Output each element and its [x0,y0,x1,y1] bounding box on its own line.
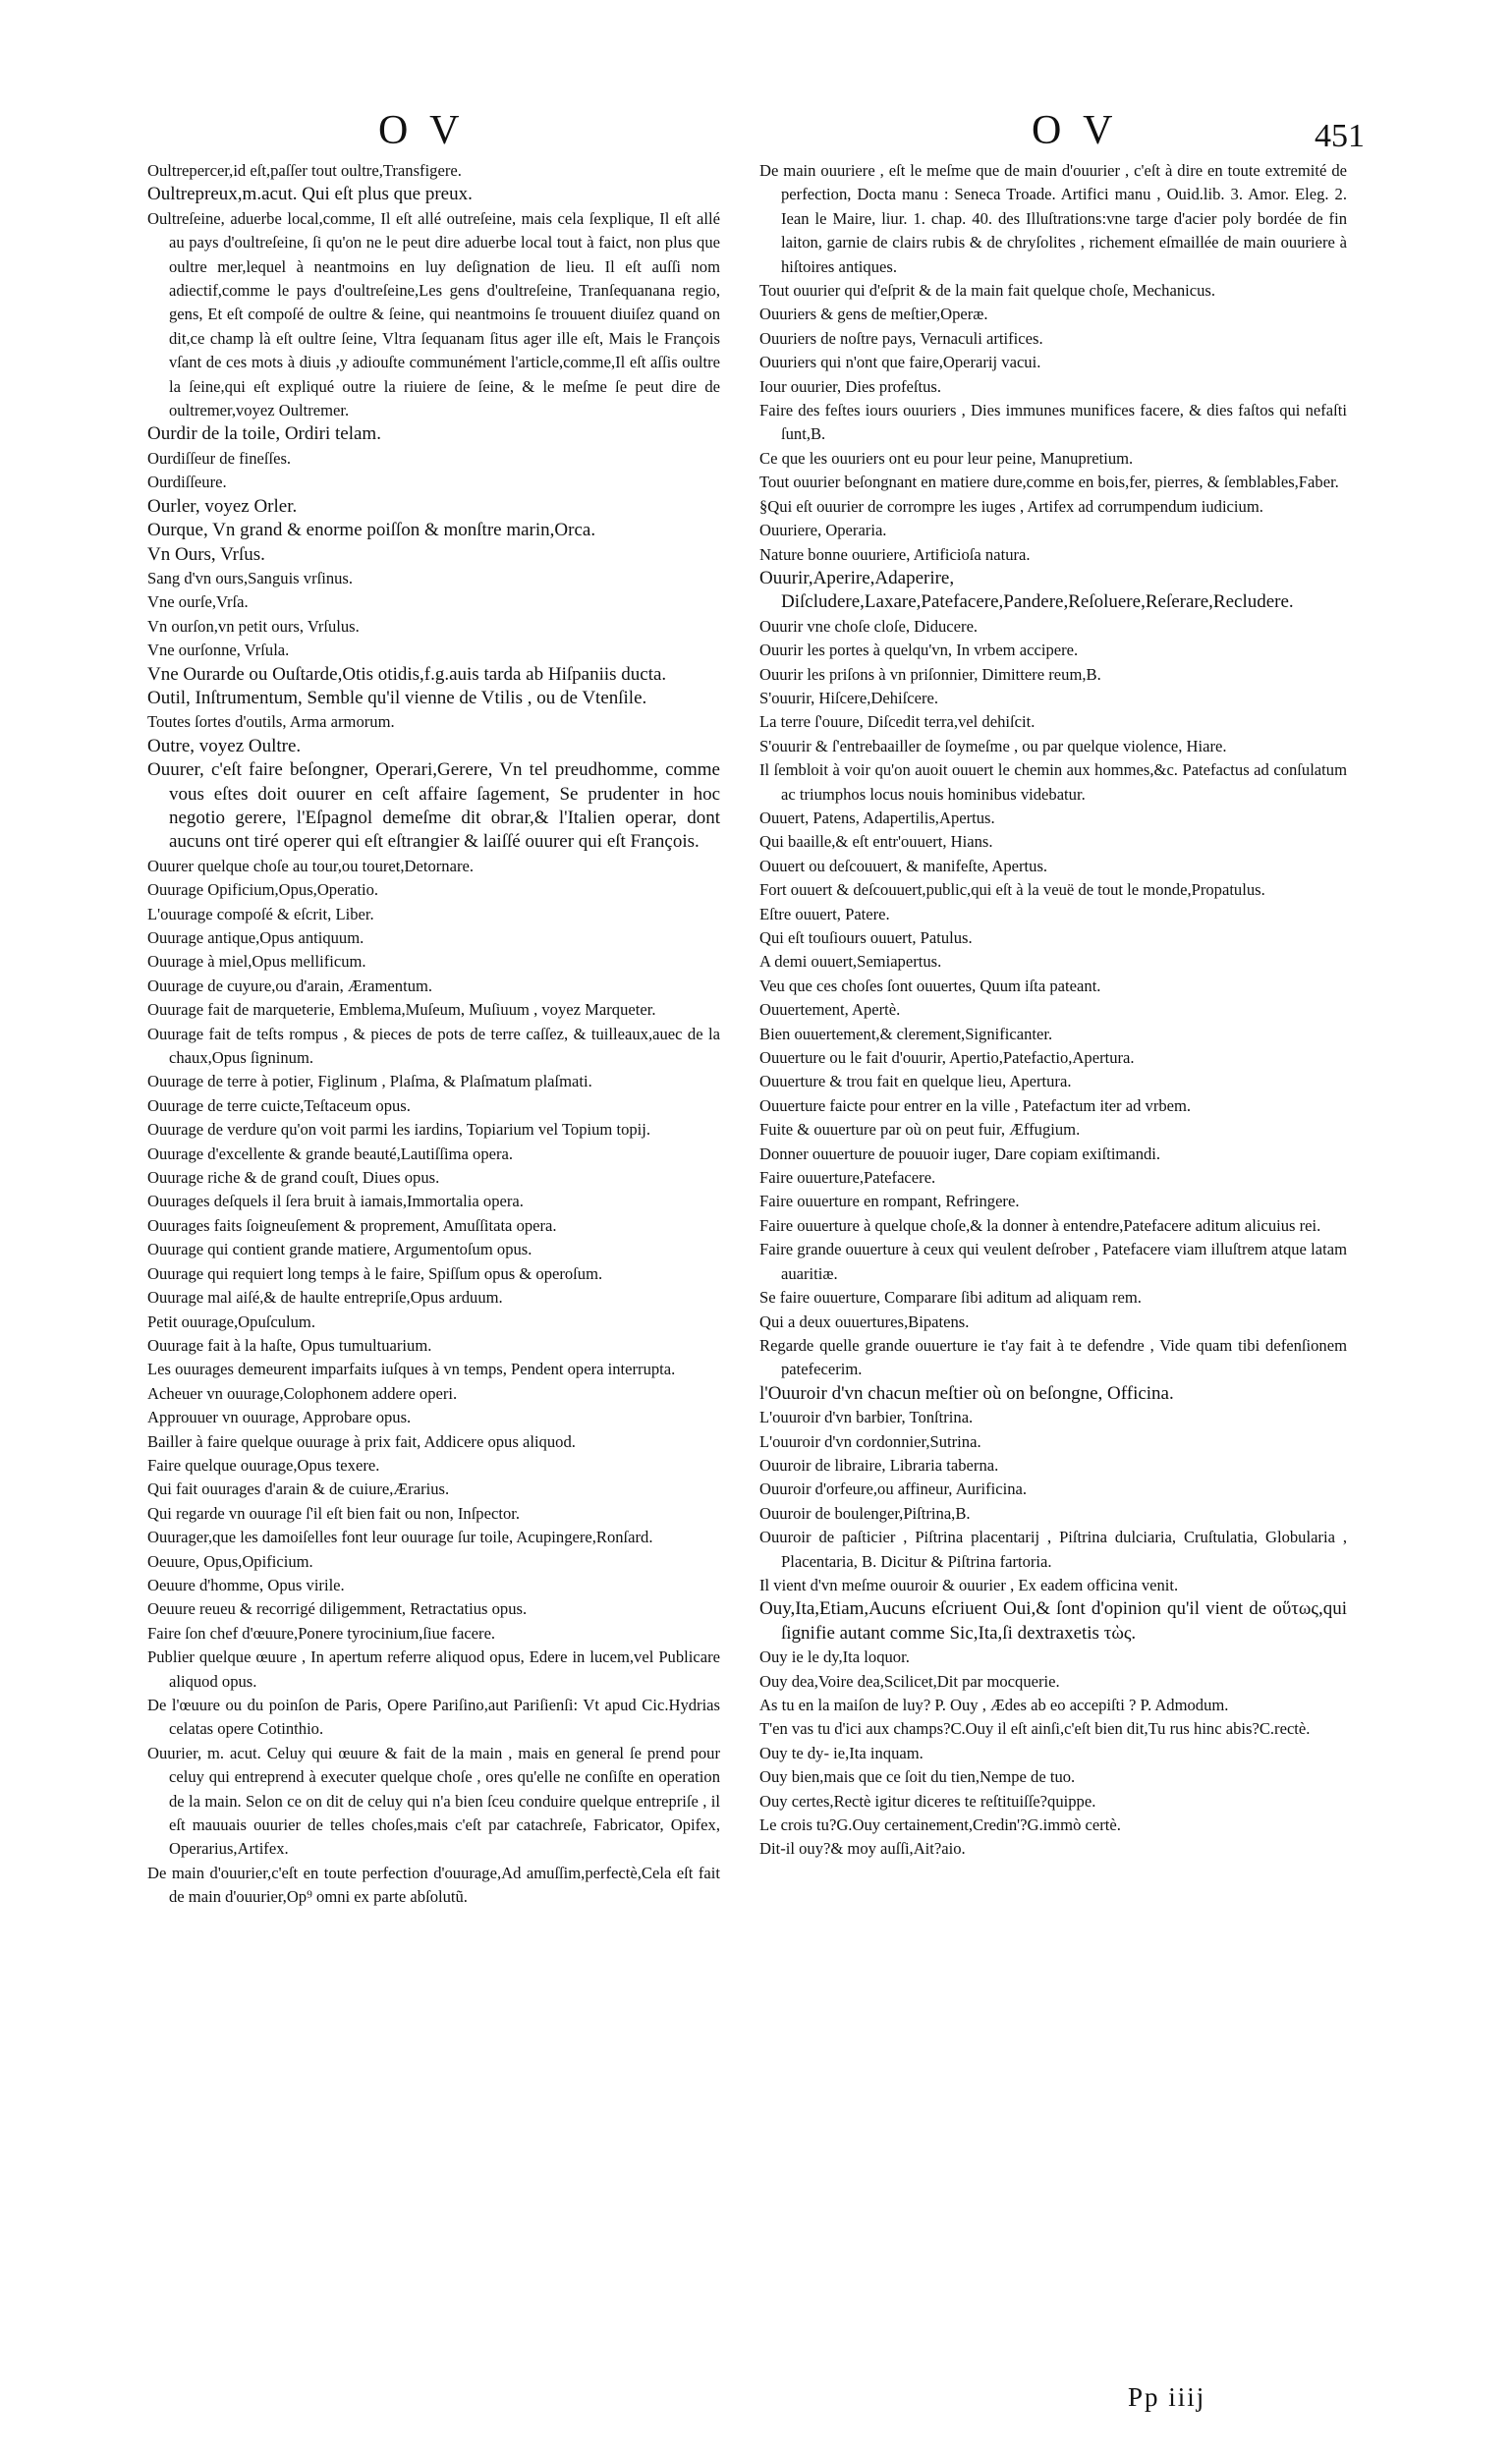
dictionary-entry: Fuite & ouuerture par où on peut fuir, Æffugium. [759,1120,1081,1140]
dictionary-entry: Ouuriers & gens de meſtier,Operæ. [759,305,988,324]
dictionary-entry: Qui baaille,& eſt entr'ouuert, Hians. [759,832,993,852]
dictionary-entry: Ouy certes,Rectè igitur diceres te reſtituiſſe?quippe. [759,1791,1096,1811]
dictionary-entry: Oultrepercer,id eſt,paſſer tout oultre,Transfigere. [147,161,462,180]
dictionary-entry: Ouurage Opificium,Opus,Operatio. [147,880,379,900]
dictionary-entry: Ouy,Ita,Etiam,Aucuns eſcriuent Oui,& ſont d'opinion qu'il vient de οὕτως,qui ſignifie autant comme Sic,Ita,ſi dextraxetis τὼς. [759,1598,1347,1644]
dictionary-entry: Donner ouuerture de pouuoir iuger, Dare copiam exiſtimandi. [759,1144,1161,1163]
dictionary-entry: Ce que les ouuriers ont eu pour leur peine, Manupretium. [759,448,1134,468]
dictionary-entry: Ouurage de cuyure,ou d'arain, Æramentum. [147,976,433,995]
dictionary-entry: Ouuert, Patens, Adapertilis,Apertus. [759,808,995,827]
dictionary-entry: Regarde quelle grande ouuerture ie t'ay fait à te defendre , Vide quam tibi defenſionem patefecerim. [759,1335,1347,1379]
dictionary-entry: Oultrepreux,m.acut. Qui eſt plus que preux. [147,184,473,205]
dictionary-entry: S'ouurir & ſ'entrebaailler de ſoymeſme , ou par quelque violence, Hiare. [759,736,1227,755]
dictionary-entry: Ouurage de terre cuicte,Teſtaceum opus. [147,1095,411,1115]
dictionary-entry: Ouuroir d'orfeure,ou affineur, Aurificina. [759,1479,1028,1499]
dictionary-entry: Ouurages deſquels il ſera bruit à iamais,Immortalia opera. [147,1192,524,1211]
dictionary-entry: Qui eſt touſiours ouuert, Patulus. [759,928,973,947]
dictionary-entry: Vn ourſon,vn petit ours, Vrſulus. [147,616,360,636]
dictionary-entry: Ourdir de la toile, Ordiri telam. [147,423,381,445]
dictionary-entry: L'ouuroir d'vn barbier, Tonſtrina. [759,1408,974,1427]
dictionary-entry: Ouuriers qui n'ont que faire,Operarij vacui. [759,353,1041,372]
dictionary-entry: Ouurage d'excellente & grande beauté,Lautiſſima opera. [147,1144,514,1163]
dictionary-entry: Ouurier, m. acut. Celuy qui œuure & fait de la main , mais en general ſe prend pour celuy qui entreprend à executer quelque choſe , ores qu'elle ne conſiſte en operation de la main. Selon ce on dit de celuy qui n'a bien ſceu conduire quelque entrepriſe , il eſt mauuais ouurier de telles choſes,mais c'eſt par catachreſe, Fabricator, Opifex, Operarius,Artifex. [147,1743,720,1859]
dictionary-entry: De main d'ouurier,c'eſt en toute perfection d'ouurage,Ad amuſſim,perfectè,Cela eſt fait de main d'ouurier,Op⁹ omni ex parte abſolutũ. [147,1863,720,1907]
dictionary-entry: Faire ſon chef d'œuure,Ponere tyrocinium,ſiue facere. [147,1623,496,1643]
dictionary-entry: Faire des feſtes iours ouuriers , Dies immunes munifices facere, & dies faſtos qui nefaſti ſunt,B. [759,401,1347,444]
dictionary-entry: Oultreſeine, aduerbe local,comme, Il eſt allé outreſeine, mais cela ſexplique, Il eſt allé au pays d'oultreſeine, ſi qu'on ne le peut dire aduerbe local tout à faict, non plus que oultre mer,lequel à neantmoins en luy deſignation de lieu. Il eſt auſſi nom adiectif,comme le pays d'oultreſeine,Les gens d'oultreſeine, Tranſequanana regio, gens, Et eſt compoſé de oultre & ſeine, qui neantmoins ſe trouuent diuiſez quand on dit,ce champ là eſt oultre ſeine, Vltra ſequanam ſitus ager ille eſt, Mais le François vſant de ces mots à diuis ,y adiouſte communément l'article,comme,Il eſt aſſis oultre la ſeine,qui eſt expliqué outre la riuiere de ſeine, & le meſme ſe peut dire de oultremer,voyez Oultremer. [147,208,720,420]
dictionary-entry: Faire ouuerture à quelque choſe,& la donner à entendre,Patefacere aditum alicuius rei. [759,1215,1321,1235]
dictionary-entry: L'ouuroir d'vn cordonnier,Sutrina. [759,1431,981,1451]
dictionary-entry: Ouuertement, Apertè. [759,1000,901,1020]
dictionary-entry: Qui a deux ouuertures,Bipatens. [759,1312,970,1331]
dictionary-entry: De main ouuriere , eſt le meſme que de main d'ouurier , c'eſt à dire en toute extremité de perfection, Docta manu : Seneca Troade. Artifici manu , Ouid.lib. 3. Amor. Eleg. 2. Iean le Maire, liur. 1. chap. 40. des Illuſtrations:vne targe d'acier poly bordée de fin laiton, garnie de clairs rubis & de chryſolites , richement eſmaillée de main ouuriere à hiſtoires antiques. [759,161,1347,276]
dictionary-entry: Il ſembloit à voir qu'on auoit ouuert le chemin aux hommes,&c. Patefactus ad conſulatum ac triumphos locus nouis hominibus videbatur. [759,760,1347,804]
dictionary-entry: Le crois tu?G.Ouy certainement,Credin'?G.immò certè. [759,1815,1121,1835]
dictionary-entry: Petit ouurage,Opuſculum. [147,1312,315,1331]
dictionary-entry: Ouurage riche & de grand couſt, Diues opus. [147,1168,440,1188]
dictionary-entry: Vne ourſe,Vrſa. [147,592,249,612]
dictionary-entry: Bien ouuertement,& clerement,Significanter. [759,1024,1053,1043]
dictionary-entry: Faire quelque ouurage,Opus texere. [147,1455,380,1475]
dictionary-entry: Ouuerture faicte pour entrer en la ville , Patefactum iter ad vrbem. [759,1095,1192,1115]
dictionary-entry: Ouy bien,mais que ce ſoit du tien,Nempe de tuo. [759,1767,1076,1787]
dictionary-entry: Ouy ie le dy,Ita loquor. [759,1647,910,1667]
dictionary-entry: Ouurage de verdure qu'on voit parmi les iardins, Topiarium vel Topium topij. [147,1120,651,1140]
dictionary-entry: S'ouurir, Hiſcere,Dehiſcere. [759,688,939,707]
dictionary-entry: Ouuert ou deſcouuert, & manifeſte, Apertus. [759,856,1048,875]
dictionary-entry: Ouy dea,Voire dea,Scilicet,Dit par mocquerie. [759,1671,1060,1691]
dictionary-entry: Ouurir les priſons à vn priſonnier, Dimittere reum,B. [759,664,1101,684]
dictionary-entry: A demi ouuert,Semiapertus. [759,952,942,972]
dictionary-entry: Fort ouuert & deſcouuert,public,qui eſt à la veuë de tout le monde,Propatulus. [759,880,1265,900]
dictionary-entry: Outre, voyez Oultre. [147,735,302,756]
dictionary-entry: Ourler, voyez Orler. [147,495,298,517]
dictionary-entry: Ouurages faits ſoigneuſement & proprement, Amuſſitata opera. [147,1215,557,1235]
dictionary-entry: Ouurir les portes à quelqu'vn, In vrbem accipere. [759,641,1079,660]
dictionary-entry: Faire ouuerture en rompant, Refringere. [759,1192,1020,1211]
dictionary-entry: Ouuriere, Operaria. [759,521,887,540]
dictionary-entry: §Qui eſt ouurier de corrompre les iuges , Artifex ad corrumpendum iudicium. [759,496,1263,516]
dictionary-entry: Tout ouurier qui d'eſprit & de la main fait quelque choſe, Mechanicus. [759,281,1216,301]
page-number: 451 [1315,118,1365,154]
dictionary-entry: Vn Ours, Vrſus. [147,543,265,565]
dictionary-entry: La terre ſ'ouure, Diſcedit terra,vel dehiſcit. [759,712,1036,732]
dictionary-entry: Ouuroir de libraire, Libraria taberna. [759,1455,999,1475]
dictionary-entry: Ouurer quelque choſe au tour,ou touret,Detornare. [147,856,475,875]
right-column [759,159,1347,1862]
dictionary-entry: Approuuer vn ouurage, Approbare opus. [147,1408,412,1427]
dictionary-entry: Faire grande ouuerture à ceux qui veulent deſrober , Patefacere viam illuſtrem atque latam auaritiæ. [759,1240,1347,1283]
dictionary-entry: As tu en la maiſon de luy? P. Ouy , Ædes ab eo accepiſti ? P. Admodum. [759,1696,1229,1714]
dictionary-entry: Eſtre ouuert, Patere. [759,904,890,923]
dictionary-entry: Iour ouurier, Dies profeſtus. [759,376,942,396]
dictionary-entry: Oeuure d'homme, Opus virile. [147,1575,345,1594]
dictionary-entry: Ouuroir de boulenger,Piſtrina,B. [759,1503,971,1523]
dictionary-entry: Veu que ces choſes ſont ouuertes, Quum iſta pateant. [759,976,1101,995]
dictionary-entry: Bailler à faire quelque ouurage à prix fait, Addicere opus aliquod. [147,1431,576,1451]
dictionary-entry: L'ouurage compoſé & eſcrit, Liber. [147,904,374,923]
dictionary-entry: Ouurir,Aperire,Adaperire, Diſcludere,Laxare,Patefacere,Pandere,Reſoluere,Reſerare,Recludere. [759,567,1294,613]
dictionary-entry: Ouuroir de paſticier , Piſtrina placentarij , Piſtrina dulciaria, Cruſtulatia, Globularia , Placentaria, B. Dicitur & Piſtrina fartoria. [759,1528,1347,1571]
dictionary-entry: Oeuure reueu & recorrigé diligemment, Retractatius opus. [147,1599,528,1619]
dictionary-entry: De l'œuure ou du poinſon de Paris, Opere Pariſino,aut Pariſienſi: Vt apud Cic.Hydrias celatas opere Cotinthio. [147,1696,720,1739]
running-head-left: O V [378,108,466,153]
dictionary-entry: Ouurer, c'eſt faire beſongner, Operari,Gerere, Vn tel preudhomme, comme vous eſtes doit ouurer en ceſt affaire ſagement, Se prudenter in hoc negotio gerere, l'Eſpagnol demeſme dit obrar,& l'Italien operar, dont aucuns ont tiré operer qui eſt eſtrangier & laiſſé ouurer qui eſt François. [147,759,720,853]
dictionary-entry: Ourdiſſeure. [147,473,227,492]
dictionary-entry: Se faire ouuerture, Comparare ſibi aditum ad aliquam rem. [759,1288,1142,1308]
signature-mark: Pp iiij [1128,2382,1206,2412]
dictionary-entry: l'Ouuroir d'vn chacun meſtier où on beſongne, Officina. [759,1382,1174,1404]
dictionary-entry: Nature bonne ouuriere, Artificioſa natura. [759,544,1031,564]
dictionary-entry: Ouurage qui requiert long temps à le faire, Spiſſum opus & operoſum. [147,1263,603,1283]
dictionary-entry: Ouurage de terre à potier, Figlinum , Plaſma, & Plaſmatum plaſmati. [147,1072,592,1091]
dictionary-entry: Acheuer vn ouurage,Colophonem addere operi. [147,1383,458,1403]
dictionary-entry: Ouurage mal aiſé,& de haulte entrepriſe,Opus arduum. [147,1288,503,1308]
dictionary-entry: Ouurage fait de teſts rompus , & pieces de pots de terre caſſez, & tuilleaux,auec de la chaux,Opus ſigninum. [147,1024,720,1068]
dictionary-entry: Ourdiſſeur de fineſſes. [147,448,292,468]
dictionary-entry: Qui regarde vn ouurage ſ'il eſt bien fait ou non, Inſpector. [147,1503,520,1523]
dictionary-entry: T'en vas tu d'ici aux champs?C.Ouy il eſt ainſi,c'eſt bien dit,Tu rus hinc abis?C.rectè. [759,1719,1311,1739]
dictionary-entry: Ouy te dy- ie,Ita inquam. [759,1743,924,1762]
dictionary-entry: Faire ouuerture,Patefacere. [759,1168,936,1188]
running-head-right: O V [1032,108,1119,153]
dictionary-entry: Il vient d'vn meſme ouuroir & ouurier , Ex eadem officina venit. [759,1575,1179,1594]
dictionary-entry: Ouuriers de noſtre pays, Vernaculi artifices. [759,328,1043,348]
dictionary-entry: Les ouurages demeurent imparfaits iuſques à vn temps, Pendent opera interrupta. [147,1360,676,1379]
dictionary-entry: Tout ouurier beſongnant en matiere dure,comme en bois,fer, pierres, & ſemblables,Faber. [759,473,1339,492]
dictionary-entry: Ouurage fait de marqueterie, Emblema,Muſeum, Muſiuum , voyez Marqueter. [147,1000,656,1020]
dictionary-entry: Vne Ourarde ou Ouſtarde,Otis otidis,f.g.auis tarda ab Hiſpaniis ducta. [147,663,667,685]
dictionary-entry: Ouurage fait à la haſte, Opus tumultuarium. [147,1335,432,1355]
dictionary-entry: Vne ourſonne, Vrſula. [147,641,290,660]
dictionary-entry: Ouurage à miel,Opus mellificum. [147,952,366,972]
dictionary-entry: Ouurage antique,Opus antiquum. [147,928,364,947]
dictionary-entry: Ouuerture & trou fait en quelque lieu, Apertura. [759,1072,1072,1091]
dictionary-entry: Ouurage qui contient grande matiere, Argumentoſum opus. [147,1240,532,1259]
left-column [147,159,720,1910]
dictionary-entry: Ouuerture ou le fait d'ouurir, Apertio,Patefactio,Apertura. [759,1048,1135,1068]
dictionary-entry: Sang d'vn ours,Sanguis vrſinus. [147,568,354,587]
dictionary-entry: Oeuure, Opus,Opificium. [147,1551,313,1571]
dictionary-entry: Ourque, Vn grand & enorme poiſſon & monſtre marin,Orca. [147,520,596,541]
dictionary-entry: Dit-il ouy?& moy auſſi,Ait?aio. [759,1839,966,1859]
dictionary-entry: Qui fait ouurages d'arain & de cuiure,Ærarius. [147,1479,450,1499]
dictionary-entry: Outil, Inſtrumentum, Semble qu'il vienne de Vtilis , ou de Vtenſile. [147,687,647,708]
dictionary-entry: Publier quelque œuure , In apertum referre aliquod opus, Edere in lucem,vel Publicare aliquod opus. [147,1647,720,1691]
dictionary-entry: Ouurager,que les damoiſelles font leur ouurage ſur toile, Acupingere,Ronſard. [147,1528,653,1547]
dictionary-entry: Ouurir vne choſe cloſe, Diducere. [759,616,979,636]
dictionary-entry: Toutes ſortes d'outils, Arma armorum. [147,712,395,732]
